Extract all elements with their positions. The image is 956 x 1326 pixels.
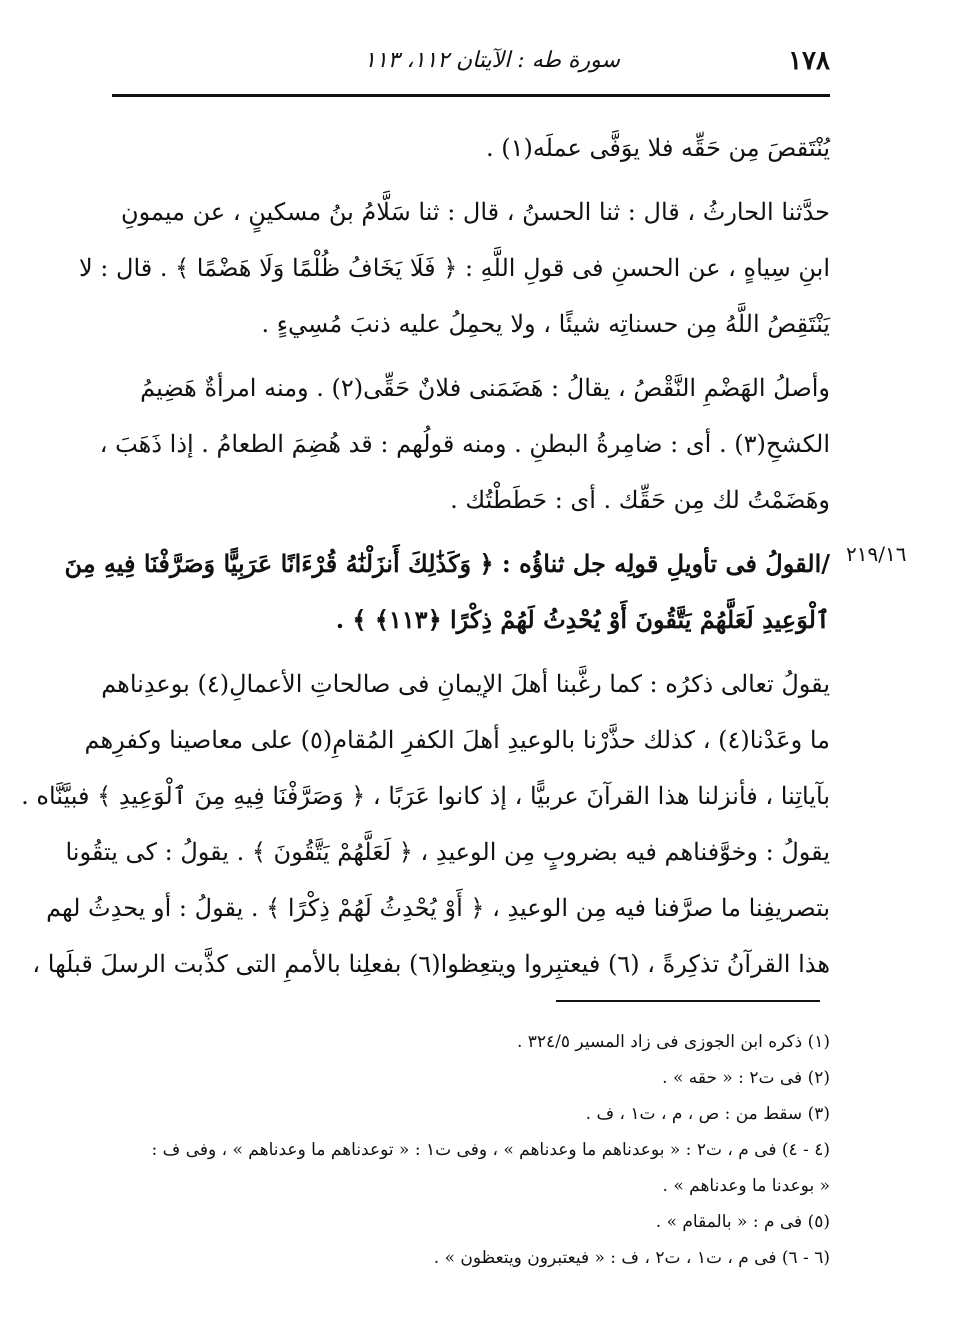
main-text (21, 120, 830, 992)
text-line: ابنِ سِياهٍ ، عن الحسنِ فى قولِ اللَّهِ : ﴿ فَلَا يَخَافُ ظُلْمًا وَلَا هَضْمًا ﴾ . قال : لا (78, 254, 830, 282)
text-line: بآياتِنا ، فأنزلنا هذا القرآنَ عربيًّا ، إذ كانوا عَرَبًا ، ﴿ وَصَرَّفْنَا فِيهِ مِنَ ٱلْوَعِيدِ ﴾ فبيَّنَّاه . (21, 782, 830, 810)
footnote-continuation: « بوعدنا ما وعدناهم » . (662, 1176, 830, 1196)
margin-volume-reference: ٢١٩/١٦ (846, 542, 907, 566)
footnotes (112, 1024, 830, 1276)
paragraph-gap (112, 648, 830, 656)
paragraph-gap (112, 528, 830, 536)
footnote: (٦ - ٦) فى م ، ت١ ، ت٢ ، ف : « فيعتبرون ويتعظون » . (433, 1248, 830, 1268)
footnote: (٢) فى ت٢ : « حقه » . (662, 1068, 830, 1088)
text-line: يُنْتَقصَ مِن حَقِّه فلا يوَفَّى عملَه(١) . (485, 134, 830, 162)
text-line: يَنْتَقِصُ اللَّهُ مِن حسناتِه شيئًا ، ولا يحمِلُ عليه ذنبَ مُسِيءٍ . (261, 310, 830, 338)
text-line: بتصريفِنا ما صرَّفنا فيه مِن الوعيدِ ، ﴿ أَوْ يُحْدِثُ لَهُمْ ذِكْرًا ﴾ . يقولُ : أو يحدِثُ لهم (46, 894, 830, 922)
footnote-rule (556, 1000, 820, 1002)
running-head: سورة طه : الآيتان ١١٢، ١١٣ (364, 48, 620, 73)
text-line: ما وعَدْنا(٤) ، كذلك حذَّرْنا بالوعيدِ أهلَ الكفرِ المُقامِ(٥) على معاصينا وكفرِهم (84, 726, 830, 754)
footnote: (٣) سقط من : ص ، م ، ت١ ، ف . (585, 1104, 830, 1124)
text-line: هذا القرآنُ تذكِرةً ، (٦) فيعتبِروا ويتعِظوا(٦) بفعلِنا بالأممِ التى كذَّبت الرسلَ قبلَها ، (32, 950, 830, 978)
footnote: (٤ - ٤) فى م ، ت٢ : « بوعدناهم ما وعدناهم » ، وفى ت١ : « توعدناهم ما وعدناهم » ، وفى ف : (151, 1140, 830, 1160)
text-line: حدَّثنا الحارثُ ، قال : ثنا الحسنُ ، قال : ثنا سَلَّامُ بنُ مسكينٍ ، عن ميمونِ (120, 198, 830, 226)
header-rule (112, 94, 830, 97)
section-heading-line: ٱلْوَعِيدِ لَعَلَّهُمْ يَتَّقُونَ أَوْ يُحْدِثُ لَهُمْ ذِكْرًا ﴿١١٣﴾ ﴾ . (335, 605, 830, 634)
text-line: الكشحِ(٣) . أى : ضامِرةُ البطنِ . ومنه قولُهم : قد هُضِمَ الطعامُ . إذا ذَهَبَ ، (99, 430, 830, 458)
text-line: وهَضَمْتُ لك مِن حَقِّك . أى : حَطَطْتُك . (450, 486, 830, 514)
text-line: يقولُ تعالى ذكرُه : كما رغَّبنا أهلَ الإيمانِ فى صالحاتِ الأعمالِ(٤) بوعدِناهم (101, 670, 830, 698)
page-number: ١٧٨ (788, 46, 830, 76)
text-line: وأصلُ الهَضْمِ النَّقْصُ ، يقالُ : هَضَمَنى فلانٌ حَقِّى(٢) . ومنه امرأةٌ هَضِيمُ (140, 374, 830, 402)
section-heading-line: /القولُ فى تأويلِ قولِه جل ثناؤُه : ﴿ وَكَذَٰلِكَ أَنزَلْنَٰهُ قُرْءَانًا عَرَبِيًّا وَصَرَّفْنَا فِيهِ مِنَ (64, 549, 830, 578)
paragraph-gap (112, 352, 830, 360)
footnote: (١) ذكره ابن الجوزى فى زاد المسير ٣٢٤/٥ . (516, 1032, 830, 1052)
paragraph-gap (112, 176, 830, 184)
page-header (112, 44, 830, 84)
text-line: يقولُ : وخوَّفناهم فيه بضروبٍ مِن الوعيدِ ، ﴿ لَعَلَّهُمْ يَتَّقُونَ ﴾ . يقولُ : كى يتقُونا (65, 838, 830, 866)
footnote: (٥) فى م : « بالمقام » . (655, 1212, 830, 1232)
